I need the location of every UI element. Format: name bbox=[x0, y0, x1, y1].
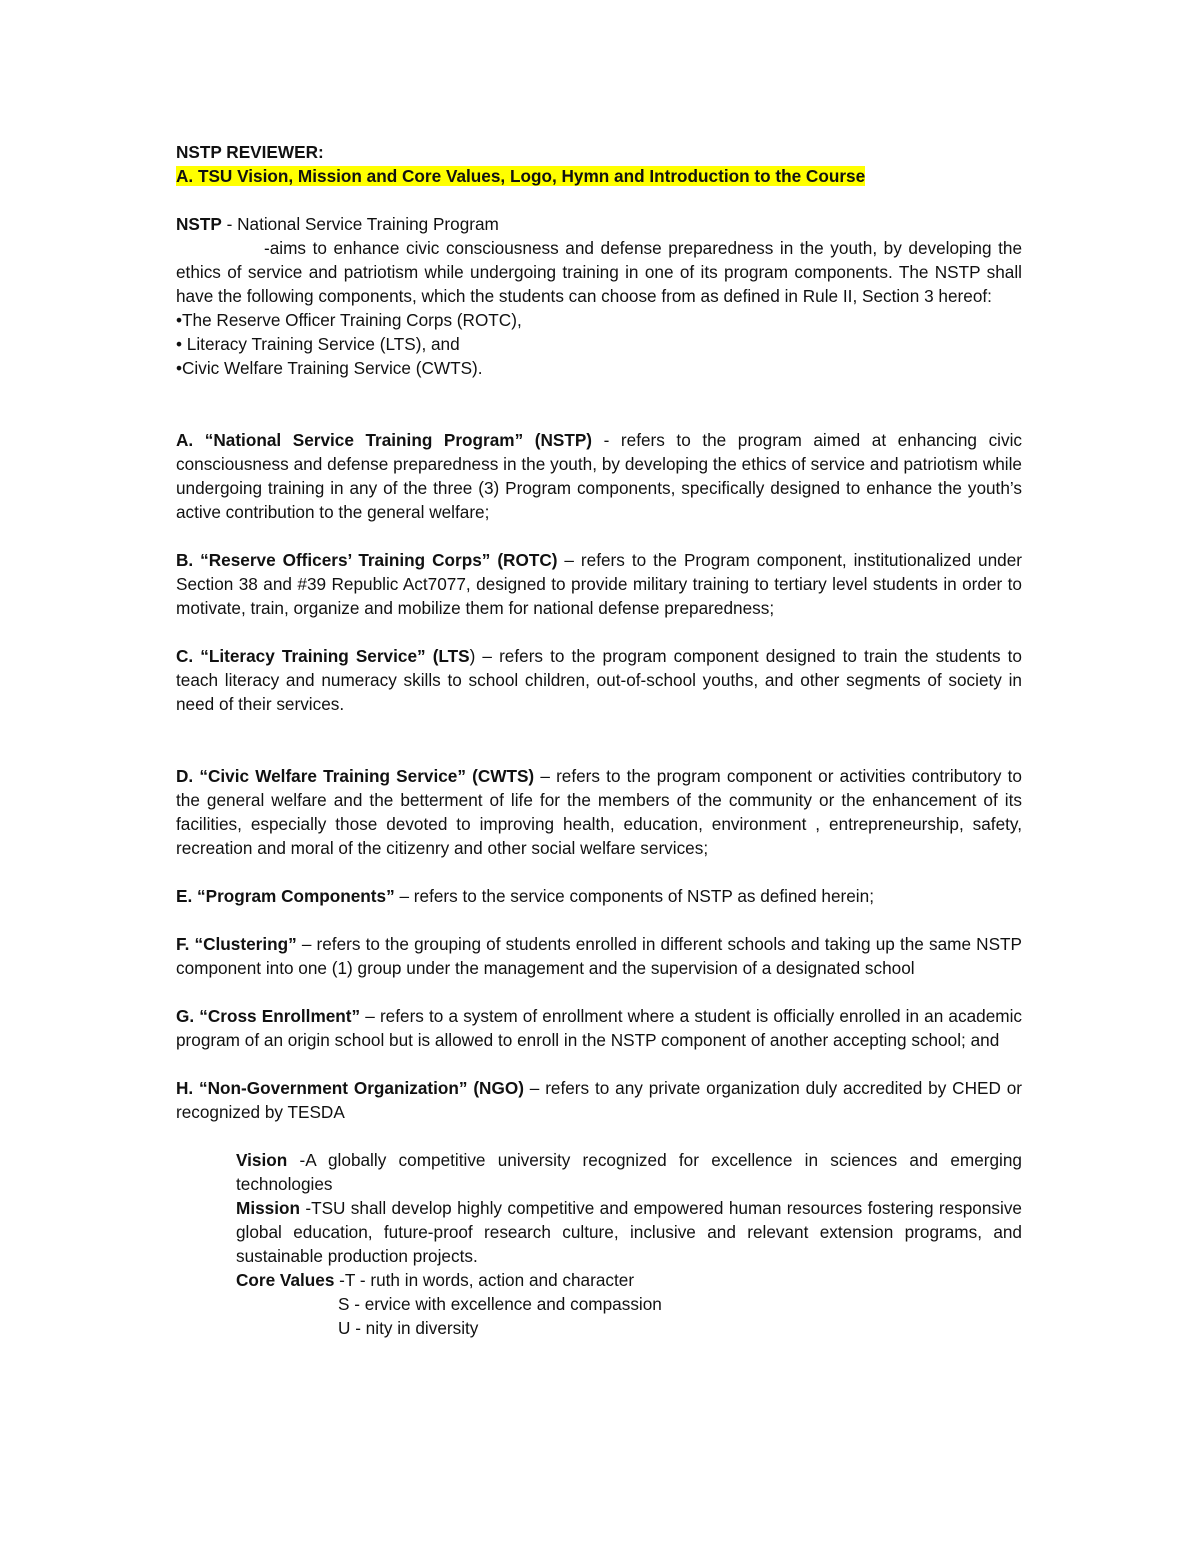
tsu-mission-text: -TSU shall develop highly competitive and empowered human resources fostering responsive global education, future-proof research culture, inclusive and relevant extension programs, and sustainable production projects. bbox=[236, 1198, 1022, 1266]
tsu-vision-mission-core-values bbox=[236, 1148, 1022, 1340]
core-value-u: U - nity in diversity bbox=[338, 1318, 479, 1338]
tsu-core-values bbox=[236, 1268, 1022, 1292]
definition-d-term: D. “Civic Welfare Training Service” (CWTS) bbox=[176, 766, 535, 786]
definition-c-term: C. “Literacy Training Service” (LTS bbox=[176, 646, 470, 666]
definition-g-text: – refers to a system of enrollment where a student is officially enrolled in an academic program of an origin school but is allowed to enroll in the NSTP component of another accepting school; and bbox=[176, 1006, 1022, 1050]
core-value-t: -T - ruth in words, action and character bbox=[334, 1270, 635, 1290]
definition-f bbox=[176, 932, 1022, 980]
definition-f-text: – refers to the grouping of students enrolled in different schools and taking up the same NSTP component into one (1) group under the management and the supervision of a designated school bbox=[176, 934, 1022, 978]
nstp-definition-line bbox=[176, 212, 1022, 236]
component-bullet: •Civic Welfare Training Service (CWTS). bbox=[176, 358, 483, 378]
nstp-term: NSTP bbox=[176, 214, 222, 234]
definition-e-term: E. “Program Components” bbox=[176, 886, 395, 906]
definition-h-text: – refers to any private organization duly accredited by CHED or recognized by TESDA bbox=[176, 1078, 1022, 1122]
document-body bbox=[176, 140, 1022, 1340]
definition-e-text: – refers to the service components of NSTP as defined herein; bbox=[394, 886, 874, 906]
document-title: NSTP REVIEWER: bbox=[176, 142, 324, 162]
definition-c bbox=[176, 644, 1022, 716]
tsu-vision-label: Vision bbox=[236, 1150, 288, 1170]
definition-b-text: – refers to the Program component, institutionalized under Section 38 and #39 Republic Act7077, designed to provide military training to tertiary level students in order to motivate, train, organize and mobilize them for national defense preparedness; bbox=[176, 550, 1023, 618]
tsu-core-values-label: Core Values bbox=[236, 1270, 335, 1290]
definition-b-term: B. “Reserve Officers’ Training Corps” (ROTC) bbox=[176, 550, 558, 570]
tsu-mission bbox=[236, 1196, 1022, 1268]
definition-h-term: H. “Non-Government Organization” (NGO) bbox=[176, 1078, 524, 1098]
core-value-s: S - ervice with excellence and compassion bbox=[338, 1294, 662, 1314]
component-bullet: •The Reserve Officer Training Corps (ROTC), bbox=[176, 310, 522, 330]
definition-h bbox=[176, 1076, 1022, 1124]
definition-c-text: ) – refers to the program component designed to train the students to teach literacy and numeracy skills to school children, out-of-school youths, and other segments of society in need of their services. bbox=[176, 646, 1022, 714]
component-bullet: • Literacy Training Service (LTS), and bbox=[176, 334, 460, 354]
definition-f-term: F. “Clustering” bbox=[176, 934, 297, 954]
section-heading: A. TSU Vision, Mission and Core Values, Logo, Hymn and Introduction to the Course bbox=[176, 166, 866, 186]
tsu-vision bbox=[236, 1148, 1022, 1196]
definition-a-text: - refers to the program aimed at enhancing civic consciousness and defense preparedness in the youth, by developing the ethics of service and patriotism while undergoing training in any of the three (3) Program components, specifically designed to enhance the youth’s active contribution to the general welfare; bbox=[176, 430, 1022, 522]
definition-g bbox=[176, 1004, 1022, 1052]
definition-a bbox=[176, 428, 1022, 524]
nstp-intro-paragraph: -aims to enhance civic consciousness and defense preparedness in the youth, by developing the ethics of service and patriotism while undergoing training in one of its program components. The NSTP shall have the following components, which the students can choose from as defined in Rule II, Section 3 hereof: bbox=[176, 238, 1022, 306]
definition-a-term: A. “National Service Training Program” (NSTP) bbox=[176, 430, 593, 450]
definition-b bbox=[176, 548, 1022, 620]
definition-d-text: – refers to the program component or activities contributory to the general welfare and the betterment of life for the members of the community or the enhancement of its facilities, especially those devoted to improving health, education, environment , entrepreneurship, safety, recreation and moral of the citizenry and other social welfare services; bbox=[176, 766, 1022, 858]
definition-e bbox=[176, 884, 1022, 908]
definition-g-term: G. “Cross Enrollment” bbox=[176, 1006, 361, 1026]
definition-d bbox=[176, 764, 1022, 860]
nstp-definition: - National Service Training Program bbox=[221, 214, 499, 234]
tsu-vision-text: -A globally competitive university recognized for excellence in sciences and emerging technologies bbox=[236, 1150, 1022, 1194]
tsu-mission-label: Mission bbox=[236, 1198, 300, 1218]
